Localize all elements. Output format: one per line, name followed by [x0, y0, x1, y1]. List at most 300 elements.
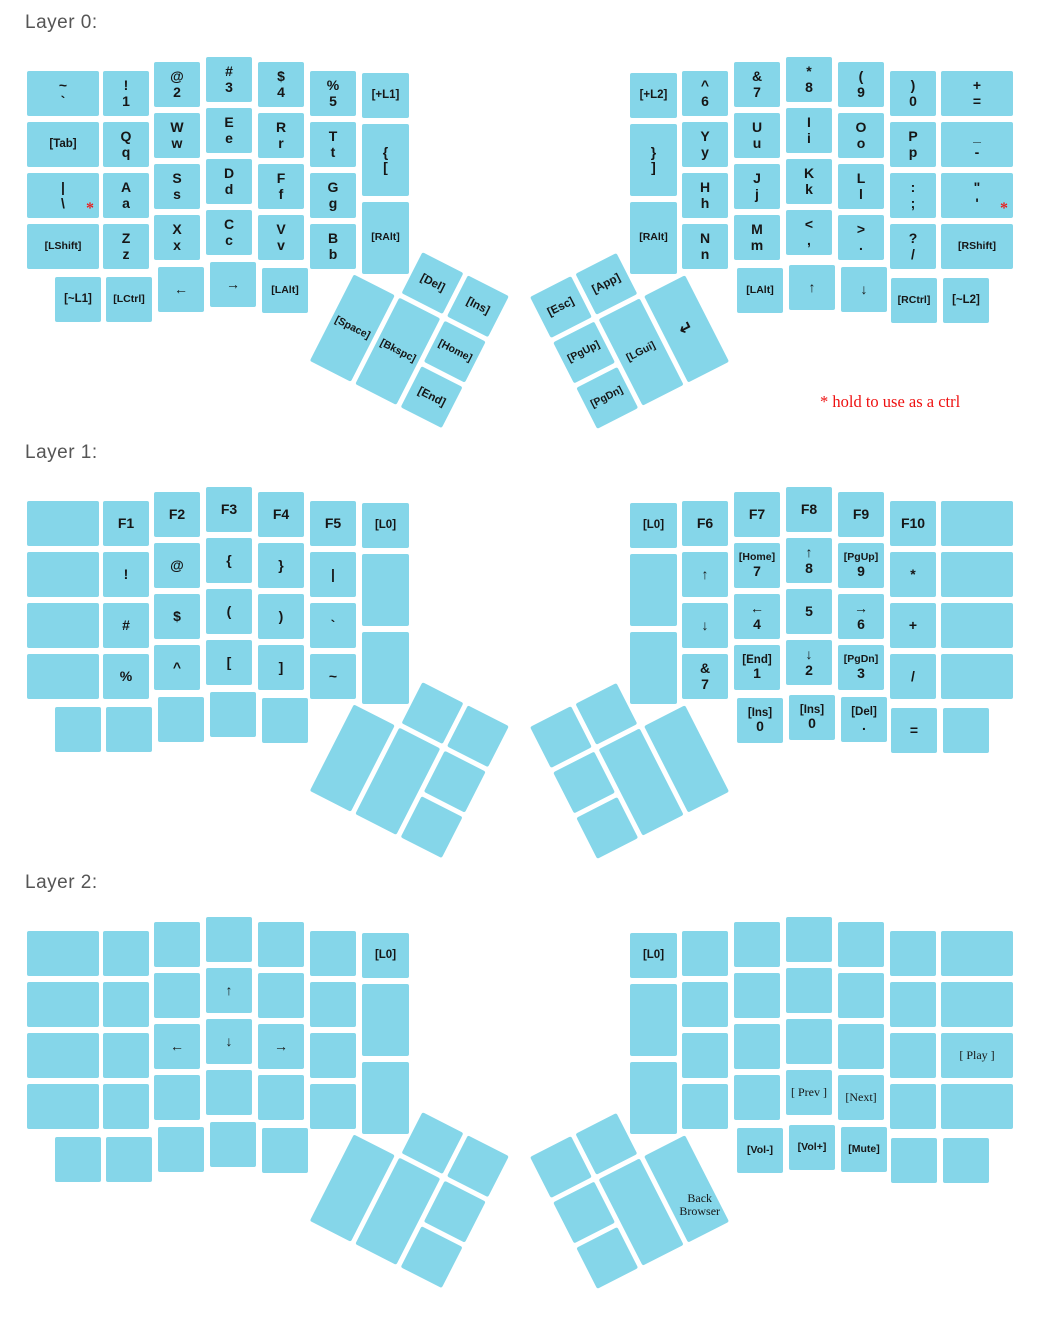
key-label: i [807, 129, 811, 146]
key-label: O [855, 119, 867, 136]
key-label: A [120, 179, 132, 196]
key-label: [LAlt] [271, 283, 299, 296]
key-z-z [103, 224, 149, 269]
key-sym [362, 124, 409, 196]
key-label: " [973, 179, 981, 196]
key-label: < [804, 216, 814, 233]
key-label: 7 [753, 83, 761, 100]
key-up-arrow [786, 538, 832, 583]
key-label: [+L1] [371, 89, 400, 102]
key-label: [App] [590, 271, 623, 296]
key-label: T [328, 128, 338, 145]
key-blank [27, 603, 99, 648]
key-label: % [326, 77, 340, 94]
key-label: 2 [173, 83, 181, 100]
key-label: [LCtrl] [113, 292, 145, 305]
key-label: C [223, 216, 235, 233]
key-l0 [362, 933, 409, 978]
key-label: Y [700, 128, 710, 145]
key-label: ↓ [701, 616, 709, 633]
key-label: [LGui] [624, 339, 658, 364]
key-w-w [154, 113, 200, 158]
key-label: ^ [172, 658, 182, 675]
key-label: ↓ [860, 280, 868, 297]
key-f5 [310, 501, 356, 546]
key-label: . [862, 717, 866, 734]
key-q-q [103, 122, 149, 167]
key-label: [~L2] [952, 294, 980, 307]
key-label: + [908, 616, 918, 633]
ctrl-hold-asterisk: * [1000, 200, 1008, 217]
key-label: Z [121, 230, 131, 247]
key-label: , [807, 231, 811, 248]
key-label: * [910, 565, 916, 582]
key-blank [27, 982, 99, 1027]
key-label: ↓ [225, 1032, 233, 1049]
key-label: ] [651, 159, 656, 175]
key-f4 [258, 492, 304, 537]
key-label: [Home] [436, 337, 474, 365]
key-label: [ [226, 653, 232, 670]
key-label: [L0] [642, 949, 665, 962]
key-blank [27, 654, 99, 699]
key-blank [734, 922, 780, 967]
key-f8 [786, 487, 832, 532]
key-label: F9 [852, 505, 870, 522]
key-u-u [734, 113, 780, 158]
key-label: [LShift] [44, 239, 82, 252]
key-label: \ [61, 194, 65, 211]
key-label: % [119, 667, 133, 684]
key-blank [838, 1024, 884, 1069]
key-blank [262, 698, 308, 743]
key-end-1 [734, 645, 780, 690]
key-label: } [650, 143, 657, 160]
key-f2 [154, 492, 200, 537]
key-label: [ [383, 159, 388, 175]
key-label: [Del] [851, 705, 877, 718]
key-lalt [737, 268, 783, 313]
key-sym [630, 124, 677, 196]
key-left-arrow [734, 594, 780, 639]
key-label: 3 [857, 664, 865, 681]
key-blank [206, 917, 252, 962]
key-7 [734, 62, 780, 107]
layer-title: Layer 1: [25, 442, 98, 463]
key-label: [Next] [845, 1090, 877, 1105]
key-label: [Space] [333, 313, 373, 342]
key-blank [682, 1084, 728, 1129]
layer-1 [0, 430, 1038, 860]
key-l0 [362, 503, 409, 548]
key-blank [943, 708, 989, 753]
key-label: [PgUp] [565, 338, 602, 366]
key-del [841, 697, 887, 742]
key-right-arrow [258, 1024, 304, 1069]
key-sym [258, 645, 304, 690]
key-lalt [262, 268, 308, 313]
key-label: g [328, 194, 338, 211]
key-blank [786, 917, 832, 962]
key-blank [734, 1024, 780, 1069]
key-lshift [27, 224, 99, 269]
key-x-x [154, 215, 200, 260]
key-label: > [856, 221, 866, 238]
key-label: @ [170, 68, 184, 85]
key-label: P [908, 128, 918, 145]
key-label: + [972, 77, 982, 94]
key-sym [206, 538, 252, 583]
key-sym [838, 215, 884, 260]
key-sym [890, 224, 936, 269]
key-label: D [223, 165, 235, 182]
key-6 [682, 71, 728, 116]
key-label: R [275, 119, 287, 136]
key-blank [890, 1084, 936, 1129]
key-n-n [682, 224, 728, 269]
key-label: k [805, 180, 813, 197]
key-label: c [225, 231, 233, 248]
key-label: [Del] [418, 271, 447, 295]
key-label: [RShift] [958, 239, 996, 252]
key-l2 [630, 73, 677, 118]
key-blank [210, 1122, 256, 1167]
key-9 [838, 62, 884, 107]
key-label: / [911, 245, 915, 262]
key-blank [27, 552, 99, 597]
key-pgdn-3 [838, 645, 884, 690]
key-label: ` [330, 616, 336, 633]
key-y-y [682, 122, 728, 167]
key-sym [890, 173, 936, 218]
key-prev [786, 1070, 832, 1115]
key-4 [258, 62, 304, 107]
key-f7 [734, 492, 780, 537]
key-home-7 [734, 543, 780, 588]
key-label: [PgUp] [843, 551, 879, 564]
key-blank [890, 931, 936, 976]
key-lctrl [106, 277, 152, 322]
key-blank [362, 984, 409, 1056]
key-ins-0 [737, 698, 783, 743]
key-blank [154, 922, 200, 967]
key-sym [890, 552, 936, 597]
key-blank [941, 501, 1013, 546]
key-v-v [258, 215, 304, 260]
key-label: → [854, 600, 868, 617]
layer-title: Layer 0: [25, 12, 98, 33]
key-rshift [941, 224, 1013, 269]
key-vol [789, 1125, 835, 1170]
key-blank [786, 968, 832, 1013]
key-blank [210, 692, 256, 737]
key-2 [154, 62, 200, 107]
key-label: L [856, 170, 866, 187]
key-label: o [856, 134, 866, 151]
key-blank [310, 1033, 356, 1078]
key-label: w [171, 134, 183, 151]
key-label: * [806, 63, 812, 80]
key-blank [258, 922, 304, 967]
key-label: ↑ [808, 278, 816, 295]
key-down-arrow [786, 640, 832, 685]
key-5 [786, 589, 832, 634]
key-blank [941, 931, 1013, 976]
key-7 [682, 654, 728, 699]
key-l2 [943, 278, 989, 323]
key-label: F6 [696, 514, 714, 531]
key-blank [891, 1138, 937, 1183]
key-h-h [682, 173, 728, 218]
key-blank [941, 654, 1013, 699]
key-label: 5 [329, 92, 337, 109]
key-label: m [750, 236, 764, 253]
key-a-a [103, 173, 149, 218]
key-blank [106, 707, 152, 752]
key-tab [27, 122, 99, 167]
key-5 [310, 71, 356, 116]
key-label: Q [120, 128, 132, 145]
key-rctrl [891, 278, 937, 323]
key-blank [206, 1070, 252, 1115]
key-up-arrow [789, 265, 835, 310]
key-label: 8 [805, 559, 813, 576]
key-label: G [327, 179, 339, 196]
key-label: [Vol-] [746, 1143, 774, 1156]
layer-2 [0, 860, 1038, 1290]
key-blank [786, 1019, 832, 1064]
key-sym [206, 589, 252, 634]
key-sym [27, 173, 99, 218]
key-label: 8 [805, 78, 813, 95]
key-label: ^ [700, 77, 710, 94]
key-label: a [122, 194, 130, 211]
key-sym [154, 543, 200, 588]
key-s-s [154, 164, 200, 209]
key-blank [734, 973, 780, 1018]
key-sym [941, 71, 1013, 116]
key-left-arrow [158, 267, 204, 312]
key-label: W [170, 119, 184, 136]
key-label: 6 [857, 615, 865, 632]
key-label: x [173, 236, 181, 253]
key-1 [103, 71, 149, 116]
key-p-p [890, 122, 936, 167]
key-label: [Ins] [799, 703, 825, 716]
key-g-g [310, 173, 356, 218]
key-pgup-9 [838, 543, 884, 588]
key-label: ( [858, 68, 864, 85]
key-label: } [278, 556, 284, 573]
key-blank [106, 1137, 152, 1182]
key-label: ← [174, 280, 188, 297]
key-label: 9 [857, 83, 865, 100]
key-label: = [909, 721, 919, 738]
key-blank [262, 1128, 308, 1173]
key-l-l [838, 164, 884, 209]
key-label: ` [60, 92, 66, 109]
key-blank [158, 697, 204, 742]
key-label: # [225, 63, 233, 80]
key-next [838, 1075, 884, 1120]
key-label: 6 [701, 92, 709, 109]
key-label: [RCtrl] [897, 293, 931, 306]
key-label: [ Prev ] [791, 1085, 827, 1100]
key-blank [310, 982, 356, 1027]
key-blank [27, 1033, 99, 1078]
key-blank [27, 931, 99, 976]
key-label: F8 [800, 500, 818, 517]
key-blank [258, 1075, 304, 1120]
key-label: [RAlt] [371, 231, 400, 244]
key-label: 9 [857, 562, 865, 579]
key-label: M [751, 221, 763, 238]
key-sym [103, 603, 149, 648]
key-label: - [974, 143, 980, 160]
key-sym [786, 210, 832, 255]
key-label: K [803, 165, 815, 182]
key-l0 [630, 933, 677, 978]
key-label: { [382, 143, 389, 160]
key-label: p [908, 143, 918, 160]
key-label: ↓ [805, 646, 813, 663]
key-d-d [206, 159, 252, 204]
key-sym [310, 603, 356, 648]
key-label: & [751, 68, 763, 85]
key-blank [310, 931, 356, 976]
key-label: [~L1] [64, 293, 92, 306]
key-blank [158, 1127, 204, 1172]
hold-ctrl-note: * hold to use as a ctrl [820, 392, 961, 411]
key-sym [258, 594, 304, 639]
key-blank [258, 973, 304, 1018]
key-label: $ [173, 607, 181, 624]
key-l1 [362, 73, 409, 118]
key-blank [941, 982, 1013, 1027]
key-label: I [807, 114, 811, 131]
key-label: 7 [701, 675, 709, 692]
key-label: q [121, 143, 131, 160]
key-blank [103, 931, 149, 976]
key-label: { [226, 551, 232, 568]
key-sym [891, 708, 937, 753]
key-label: F2 [168, 505, 186, 522]
key-label: h [700, 194, 710, 211]
key-down-arrow [682, 603, 728, 648]
key-label: [Bkspc] [378, 336, 418, 365]
key-label: ↵ [675, 316, 697, 340]
key-sym [206, 640, 252, 685]
key-label: B [327, 230, 339, 247]
key-down-arrow [841, 267, 887, 312]
key-label: [+L2] [639, 89, 668, 102]
key-label: 4 [277, 83, 285, 100]
key-label: E [224, 114, 234, 131]
key-label: ↑ [805, 544, 813, 561]
key-label: 0 [808, 715, 816, 732]
key-blank [890, 982, 936, 1027]
key-label: n [700, 245, 710, 262]
key-sym [310, 552, 356, 597]
key-label: 2 [805, 661, 813, 678]
key-blank [943, 1138, 989, 1183]
key-right-arrow [838, 594, 884, 639]
key-label: ( [226, 602, 232, 619]
key-blank [630, 554, 677, 626]
key-label: [Esc] [545, 295, 577, 319]
key-label: → [274, 1037, 288, 1054]
key-label: | [331, 565, 335, 582]
key-label: F5 [324, 514, 342, 531]
key-blank [941, 552, 1013, 597]
key-label: s [173, 185, 181, 202]
key-label: Browser [678, 1203, 720, 1218]
key-e-e [206, 108, 252, 153]
key-label: S [172, 170, 182, 187]
key-label: F10 [900, 514, 926, 531]
key-sym [27, 71, 99, 116]
key-label: b [328, 245, 338, 262]
key-label: 0 [756, 718, 764, 735]
key-label: u [752, 134, 762, 151]
key-blank [682, 982, 728, 1027]
key-label: ~ [328, 667, 338, 684]
key-label: Back [686, 1190, 712, 1205]
key-m-m [734, 215, 780, 260]
key-label: [Ins] [464, 295, 492, 317]
key-label: 0 [909, 92, 917, 109]
key-blank [27, 1084, 99, 1129]
key-label: t [330, 143, 336, 160]
key-label: [Mute] [848, 1142, 880, 1155]
key-left-arrow [154, 1024, 200, 1069]
layer-0 [0, 0, 1038, 430]
key-label: [RAlt] [639, 231, 668, 244]
key-up-arrow [206, 968, 252, 1013]
key-mute [841, 1127, 887, 1172]
key-label: 1 [122, 92, 130, 109]
key-blank [103, 1084, 149, 1129]
key-label: F4 [272, 505, 290, 522]
key-label: F3 [220, 500, 238, 517]
key-blank [362, 554, 409, 626]
key-label: [Home] [738, 551, 776, 564]
key-t-t [310, 122, 356, 167]
key-l0 [630, 503, 677, 548]
key-sym [154, 594, 200, 639]
key-label: v [277, 236, 285, 253]
key-blank [682, 1033, 728, 1078]
key-label: ! [123, 565, 129, 582]
key-i-i [786, 108, 832, 153]
key-ins-0 [789, 695, 835, 740]
key-f9 [838, 492, 884, 537]
key-label: d [224, 180, 234, 197]
key-label: [L0] [642, 519, 665, 532]
key-label: ) [278, 607, 284, 624]
ctrl-hold-asterisk: * [86, 200, 94, 217]
key-label: : [910, 179, 916, 196]
key-label: e [225, 129, 233, 146]
key-label: [PgDn] [588, 384, 625, 411]
key-label: → [226, 275, 240, 292]
key-label: _ [973, 128, 981, 145]
key-b-b [310, 224, 356, 269]
key-label: ↑ [701, 565, 709, 582]
key-label: ~ [58, 77, 68, 94]
key-8 [786, 57, 832, 102]
key-sym [310, 654, 356, 699]
